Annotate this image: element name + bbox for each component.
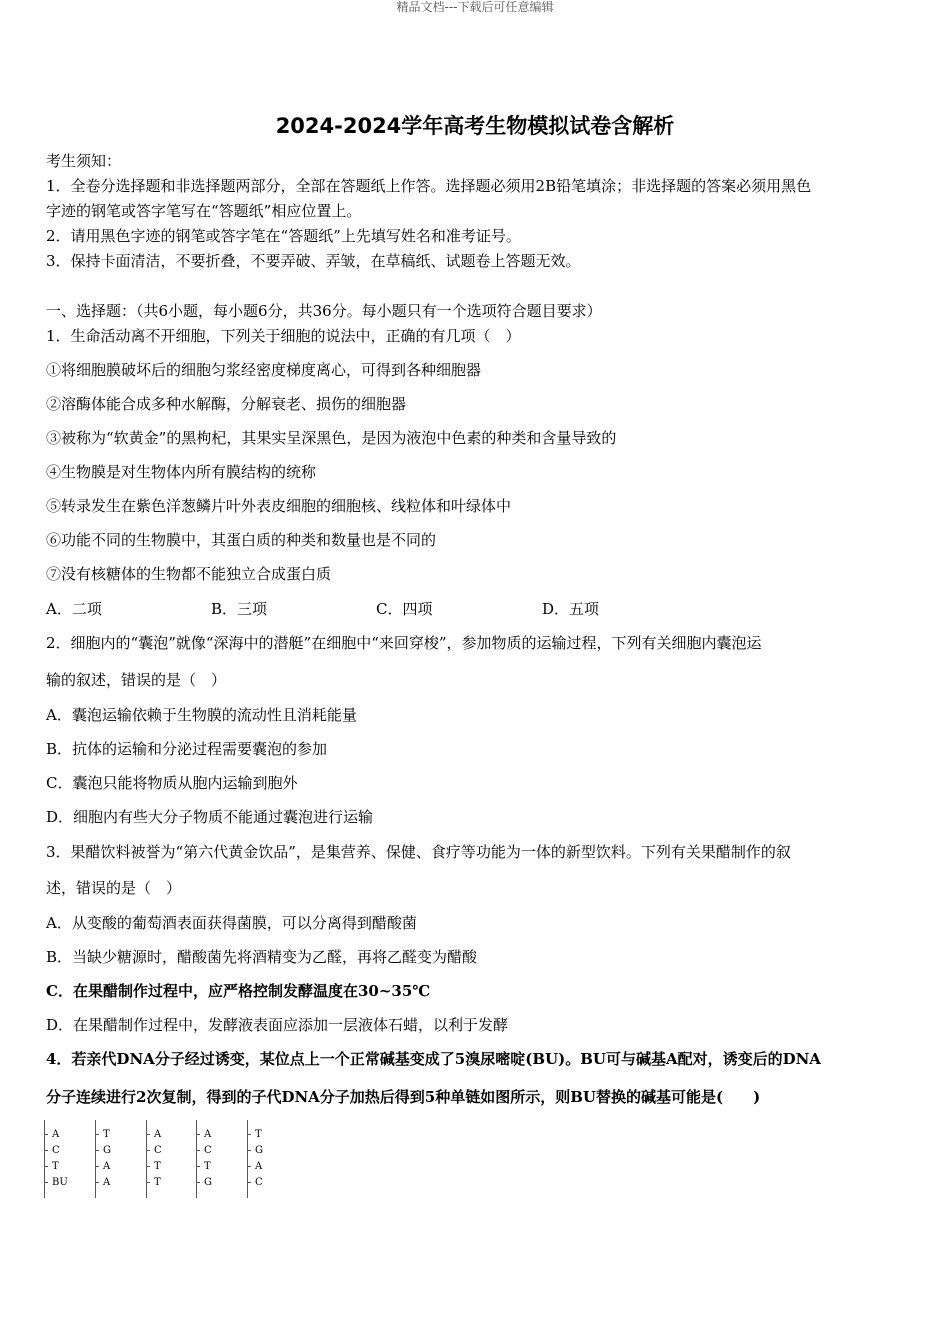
q1-option-c[interactable]: C．四项 bbox=[376, 600, 433, 618]
header-note: 精品文档---下载后可任意编辑 bbox=[396, 0, 554, 14]
q1-stem: 1．生命活动离不开细胞，下列关于细胞的说法中，正确的有几项（ ） bbox=[46, 327, 521, 345]
base-label: A bbox=[154, 1129, 162, 1140]
base bbox=[196, 1175, 236, 1190]
base bbox=[247, 1127, 287, 1142]
notice-heading: 考生须知： bbox=[46, 152, 122, 170]
base bbox=[247, 1143, 287, 1158]
section-heading: 一、选择题：（共6小题，每小题6分，共36分。每小题只有一个选项符合题目要求） bbox=[46, 302, 602, 320]
q3-stem: 述，错误的是（ ） bbox=[46, 879, 182, 897]
notice-line: 字迹的钢笔或答字笔写在“答题纸”相应位置上。 bbox=[46, 202, 362, 220]
base bbox=[44, 1127, 84, 1142]
base bbox=[146, 1143, 186, 1158]
q2-option-c[interactable]: C．囊泡只能将物质从胞内运输到胞外 bbox=[46, 774, 298, 792]
q1-statement: ②溶酶体能合成多种水解酶，分解衰老、损伤的细胞器 bbox=[46, 395, 407, 413]
base-label: T bbox=[204, 1161, 211, 1172]
q3-option-c[interactable]: C．在果醋制作过程中，应严格控制发酵温度在30~35℃ bbox=[46, 982, 431, 1000]
q4-stem: 分子连续进行2次复制，得到的子代DNA分子加热后得到5种单链如图所示，则BU替换的碱基可能是( ) bbox=[46, 1088, 761, 1106]
q1-option-b[interactable]: B．三项 bbox=[211, 600, 268, 618]
q3-option-d[interactable]: D．在果醋制作过程中，发酵液表面应添加一层液体石蜡，以利于发酵 bbox=[46, 1016, 509, 1034]
base-label: A bbox=[103, 1177, 111, 1188]
base bbox=[44, 1175, 84, 1190]
base bbox=[95, 1127, 135, 1142]
base bbox=[146, 1159, 186, 1174]
notice-line: 2．请用黑色字迹的钢笔或答字笔在“答题纸”上先填写姓名和准考证号。 bbox=[46, 227, 521, 245]
q1-statement: ③被称为“软黄金”的黑枸杞，其果实呈深黑色，是因为液泡中色素的种类和含量导致的 bbox=[46, 429, 617, 447]
base bbox=[146, 1175, 186, 1190]
dna-strand bbox=[196, 1120, 236, 1198]
dna-strand bbox=[247, 1120, 287, 1198]
notice-line: 1．全卷分选择题和非选择题两部分，全部在答题纸上作答。选择题必须用2B铅笔填涂；非选择题的答案必须用黑色 bbox=[46, 177, 812, 195]
q1-options bbox=[46, 599, 906, 619]
base-label: T bbox=[154, 1177, 161, 1188]
base bbox=[95, 1175, 135, 1190]
base-label: T bbox=[103, 1129, 110, 1140]
base bbox=[196, 1143, 236, 1158]
base-label: T bbox=[154, 1161, 161, 1172]
q2-stem: 输的叙述，错误的是（ ） bbox=[46, 671, 227, 689]
q2-stem: 2．细胞内的“囊泡”就像“深海中的潜艇”在细胞中“来回穿梭”，参加物质的运输过程，下列有关细胞内囊泡运 bbox=[46, 634, 762, 652]
q1-statement: ④生物膜是对生物体内所有膜结构的统称 bbox=[46, 463, 317, 481]
q1-statement: ⑦没有核糖体的生物都不能独立合成蛋白质 bbox=[46, 565, 332, 583]
base bbox=[95, 1143, 135, 1158]
base-label: A bbox=[52, 1129, 60, 1140]
base-label: C bbox=[154, 1145, 162, 1156]
base bbox=[95, 1159, 135, 1174]
dna-strands-figure bbox=[44, 1120, 284, 1200]
dna-strand bbox=[95, 1120, 135, 1198]
base bbox=[44, 1143, 84, 1158]
base bbox=[44, 1159, 84, 1174]
base bbox=[247, 1175, 287, 1190]
q2-option-d[interactable]: D．细胞内有些大分子物质不能通过囊泡进行运输 bbox=[46, 808, 374, 826]
dna-strand bbox=[146, 1120, 186, 1198]
base-label: A bbox=[103, 1161, 111, 1172]
base-label: G bbox=[204, 1177, 212, 1188]
dna-strand bbox=[44, 1120, 84, 1198]
page-title: 2024-2024学年高考生物模拟试卷含解析 bbox=[275, 114, 675, 138]
base-label: A bbox=[255, 1161, 263, 1172]
q1-statement: ⑥功能不同的生物膜中，其蛋白质的种类和数量也是不同的 bbox=[46, 531, 437, 549]
base-label: G bbox=[255, 1145, 263, 1156]
q1-statement: ⑤转录发生在紫色洋葱鳞片叶外表皮细胞的细胞核、线粒体和叶绿体中 bbox=[46, 497, 512, 515]
base-label: C bbox=[255, 1177, 263, 1188]
q2-option-b[interactable]: B．抗体的运输和分泌过程需要囊泡的参加 bbox=[46, 740, 328, 758]
base bbox=[196, 1127, 236, 1142]
base-label: C bbox=[204, 1145, 212, 1156]
q1-option-d[interactable]: D．五项 bbox=[542, 600, 600, 618]
q3-stem: 3．果醋饮料被誉为“第六代黄金饮品”，是集营养、保健、食疗等功能为一体的新型饮料。下列有关果醋制作的叙 bbox=[46, 843, 791, 861]
q1-option-a[interactable]: A．二项 bbox=[46, 600, 102, 618]
base-label: A bbox=[204, 1129, 212, 1140]
base bbox=[196, 1159, 236, 1174]
base bbox=[247, 1159, 287, 1174]
base-label: C bbox=[52, 1145, 60, 1156]
base bbox=[146, 1127, 186, 1142]
base-label: G bbox=[103, 1145, 111, 1156]
q3-option-b[interactable]: B．当缺少糖源时，醋酸菌先将酒精变为乙醛，再将乙醛变为醋酸 bbox=[46, 948, 478, 966]
q3-option-a[interactable]: A．从变酸的葡萄酒表面获得菌膜，可以分离得到醋酸菌 bbox=[46, 914, 417, 932]
q2-option-a[interactable]: A．囊泡运输依赖于生物膜的流动性且消耗能量 bbox=[46, 706, 357, 724]
q1-statement: ①将细胞膜破坏后的细胞匀浆经密度梯度离心，可得到各种细胞器 bbox=[46, 361, 482, 379]
base-label: T bbox=[255, 1129, 262, 1140]
base-label: T bbox=[52, 1161, 59, 1172]
base-label: BU bbox=[52, 1177, 68, 1188]
q4-stem: 4．若亲代DNA分子经过诱变，某位点上一个正常碱基变成了5溴尿嘧啶(BU)。BU可与碱基A配对，诱变后的DNA bbox=[46, 1050, 821, 1068]
notice-line: 3．保持卡面清洁，不要折叠，不要弄破、弄皱，在草稿纸、试题卷上答题无效。 bbox=[46, 252, 581, 270]
